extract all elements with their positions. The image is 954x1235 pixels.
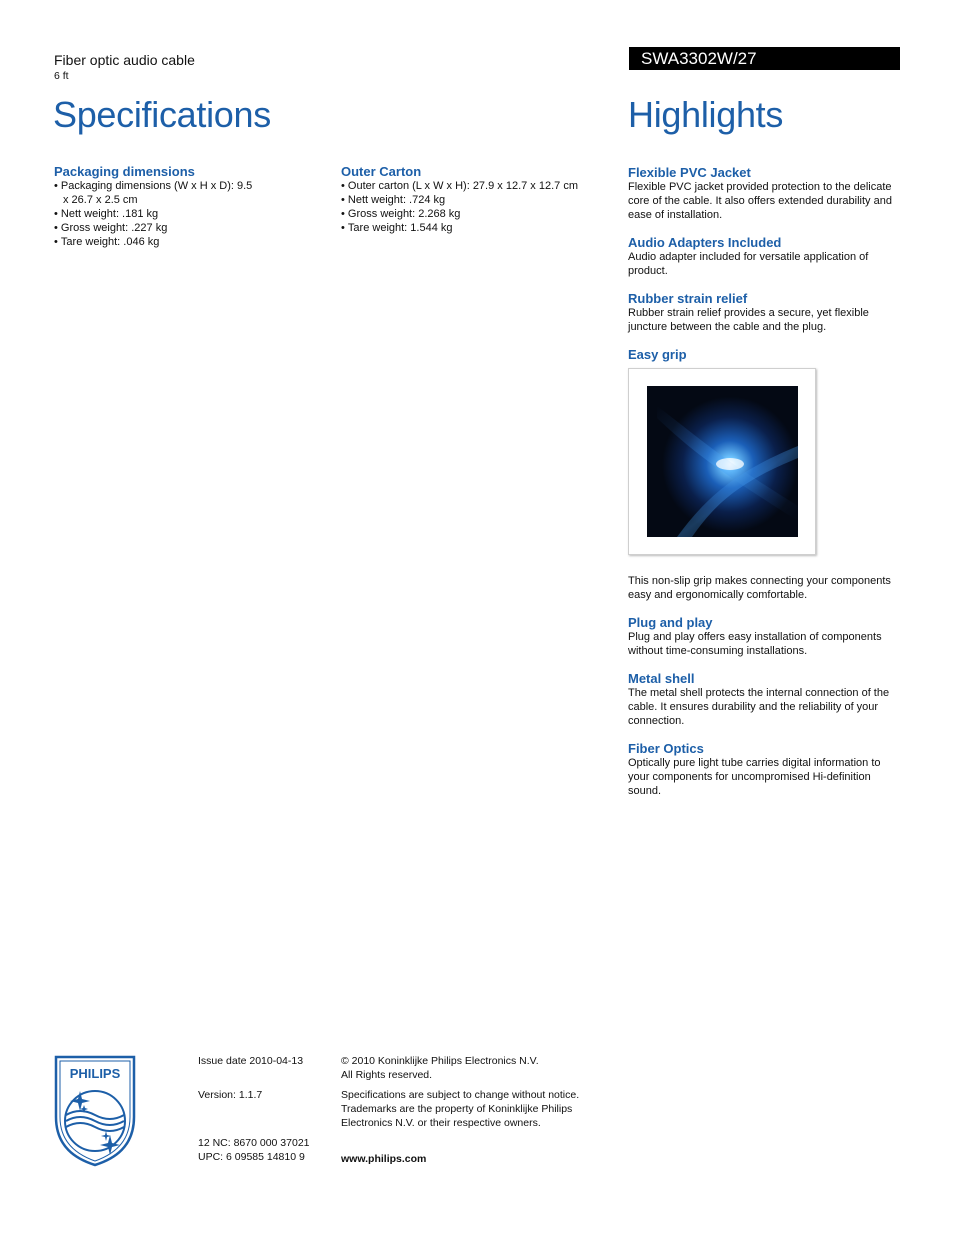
highlight-fiber-optics xyxy=(628,741,900,798)
highlight-audio-adapters xyxy=(628,235,900,278)
highlight-heading: Rubber strain relief xyxy=(628,291,748,306)
blue-light-graphic xyxy=(647,386,798,537)
spec-item: • Outer carton (L x W x H): 27.9 x 12.7 x 12.7 cm xyxy=(341,179,611,193)
spec-packaging-dimensions xyxy=(54,164,304,249)
website-link[interactable]: www.philips.com xyxy=(341,1153,427,1165)
specifications-title: Specifications xyxy=(53,94,271,135)
spec-item: • Packaging dimensions (W x H x D): 9.5 x 26.7 x 2.5 cm xyxy=(54,179,253,207)
philips-shield-icon xyxy=(54,1055,136,1167)
nc-number: 12 NC: 8670 000 37021 xyxy=(198,1137,310,1149)
spec-item: • Nett weight: .181 kg xyxy=(54,207,304,221)
highlight-metal-shell xyxy=(628,671,900,728)
footer-meta-left xyxy=(198,1054,328,1164)
spec-item: • Tare weight: 1.544 kg xyxy=(341,221,611,235)
spec-item: • Gross weight: 2.268 kg xyxy=(341,207,611,221)
product-name: Fiber optic audio cable xyxy=(54,52,195,68)
highlight-easy-grip xyxy=(628,347,900,602)
spec-item: • Nett weight: .724 kg xyxy=(341,193,611,207)
issue-date: Issue date 2010-04-13 xyxy=(198,1055,304,1067)
disclaimer: Specifications are subject to change without notice. Trademarks are the property of Koninklijke Philips Electronics N.V. or their respective owners. xyxy=(341,1089,580,1129)
highlight-text: This non-slip grip makes connecting your components easy and ergonomically comfortable. xyxy=(628,575,891,601)
highlights-list xyxy=(628,165,900,811)
highlights-title: Highlights xyxy=(628,94,784,135)
highlight-heading: Easy grip xyxy=(628,347,687,362)
highlight-text: Audio adapter included for versatile application of product. xyxy=(628,251,869,277)
spec-item: • Gross weight: .227 kg xyxy=(54,221,304,235)
highlight-heading: Flexible PVC Jacket xyxy=(628,165,751,180)
highlight-heading: Plug and play xyxy=(628,615,713,630)
easy-grip-image xyxy=(647,386,798,537)
highlight-text: Optically pure light tube carries digital information to your components for uncompromised Hi-definition sound. xyxy=(628,757,881,797)
highlight-plug-and-play xyxy=(628,615,900,658)
model-number-bar: SWA3302W/27 xyxy=(629,47,900,70)
highlight-text: Flexible PVC jacket provided protection to the delicate core of the cable. It also offers extended durability and ease of installation. xyxy=(628,181,892,221)
all-rights: All Rights reserved. xyxy=(341,1069,433,1081)
spec-item: • Tare weight: .046 kg xyxy=(54,235,304,249)
spec-heading: Outer Carton xyxy=(341,164,422,179)
highlight-flexible-pvc-jacket xyxy=(628,165,900,222)
spec-outer-carton xyxy=(341,164,611,235)
logo-wordmark: PHILIPS xyxy=(69,1066,121,1081)
spec-heading: Packaging dimensions xyxy=(54,164,195,179)
highlight-text: The metal shell protects the internal connection of the cable. It ensures durability and the reliability of your connection. xyxy=(628,687,890,727)
copyright: © 2010 Koninklijke Philips Electronics N.V. xyxy=(341,1055,539,1067)
highlight-heading: Metal shell xyxy=(628,671,695,686)
easy-grip-image-frame xyxy=(628,368,816,555)
highlight-text: Plug and play offers easy installation of components without time-consuming installations. xyxy=(628,631,882,657)
highlight-heading: Audio Adapters Included xyxy=(628,235,782,250)
version: Version: 1.1.7 xyxy=(198,1089,263,1101)
upc-number: UPC: 6 09585 14810 9 xyxy=(198,1151,305,1163)
highlight-rubber-strain-relief xyxy=(628,291,900,334)
product-size: 6 ft xyxy=(54,70,69,82)
highlight-heading: Fiber Optics xyxy=(628,741,704,756)
highlight-text: Rubber strain relief provides a secure, yet flexible juncture between the cable and the plug. xyxy=(628,307,869,333)
philips-shield-logo xyxy=(54,1055,136,1167)
footer-meta-right xyxy=(341,1054,591,1166)
